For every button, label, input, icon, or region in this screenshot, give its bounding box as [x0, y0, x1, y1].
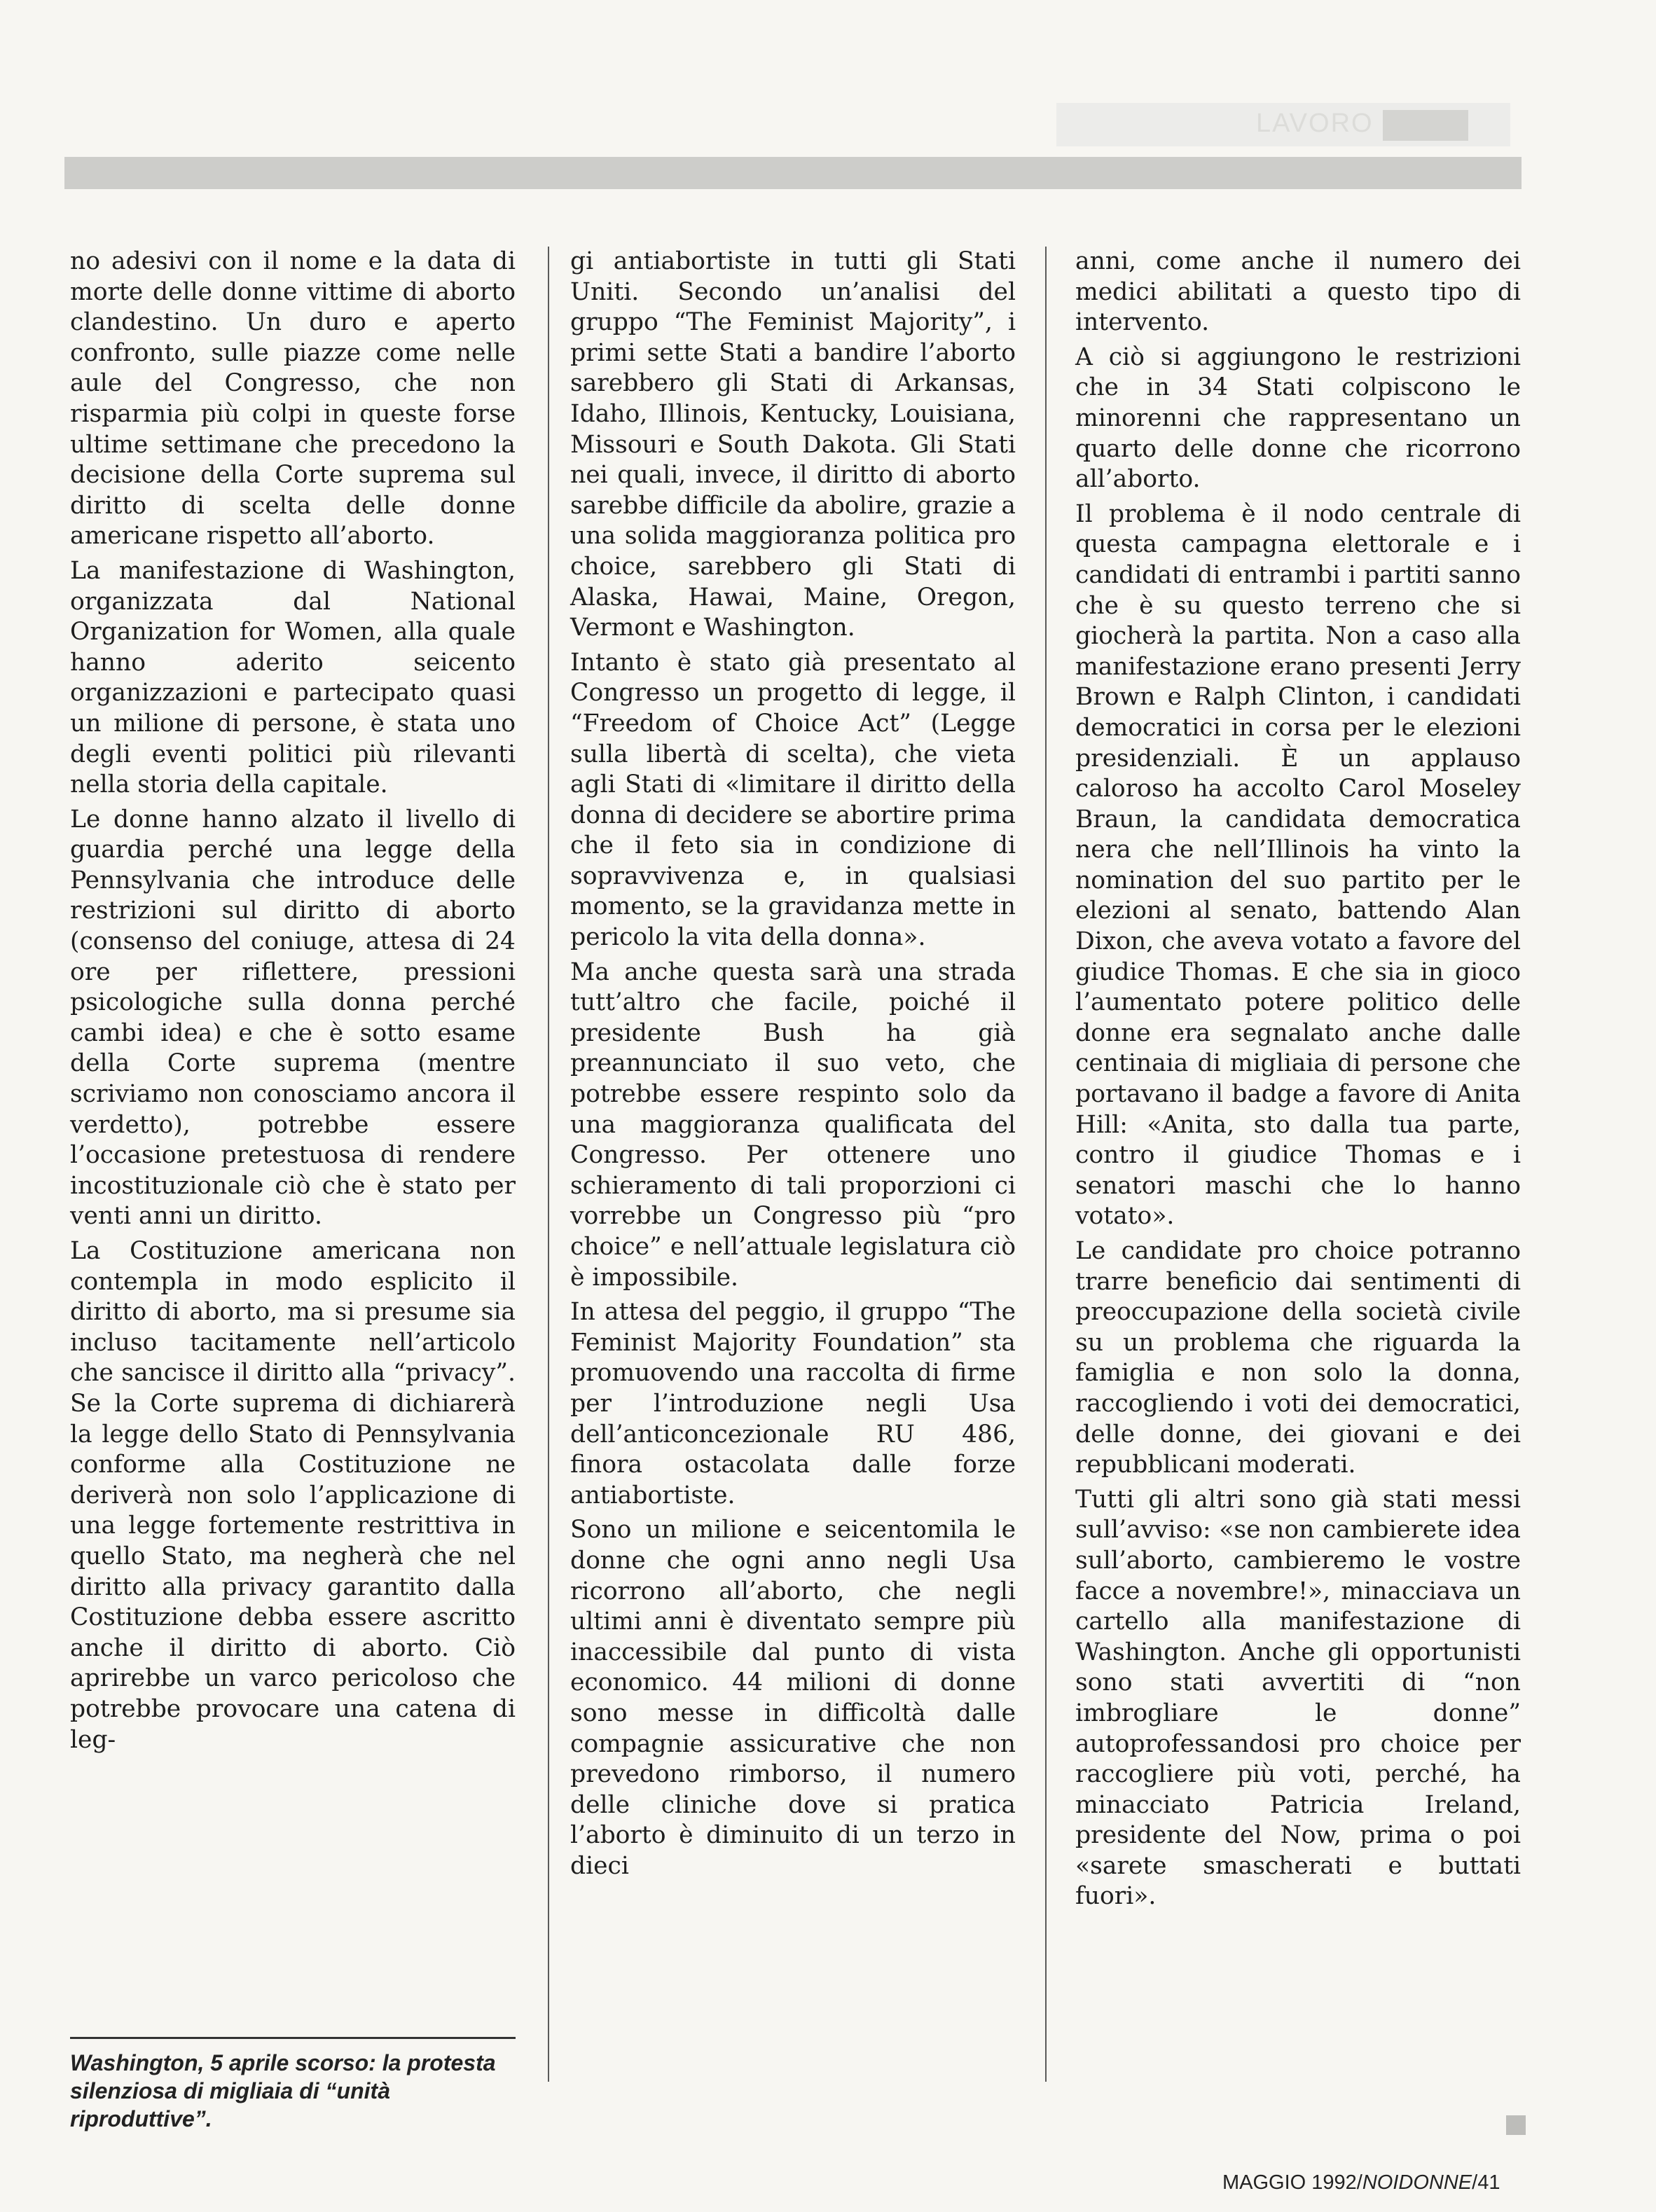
- paragraph: gi antiabortiste in tutti gli Stati Uniti. Secondo un’analisi del gruppo “The Feminist Majority”, i primi sette Stati a bandire l’aborto sarebbero gli Stati di Arkansas, Idaho, Illinois, Kentucky, Louisiana, Missouri e South Dakota. Gli Stati nei quali, invece, il diritto di aborto sarebbe difficile da abolire, grazie a una solida maggioranza politica pro choice, sarebbero gli Stati di Alaska, Hawai, Maine, Oregon, Vermont e Washington.: [570, 247, 1016, 642]
- paragraph: Intanto è stato già presentato al Congresso un progetto di legge, il “Freedom of Choice Act” (Legge sulla libertà di scelta), che vieta agli Stati di «limitare il diritto della donna di decidere se abortire prima che il feto sia in condizione di sopravvivenza e, in qualsiasi momento, se la gravidanza mette in pericolo la vita della donna».: [570, 648, 1016, 952]
- footer-date: MAGGIO 1992/: [1222, 2171, 1362, 2194]
- top-gray-band: [64, 157, 1522, 189]
- paragraph: La manifestazione di Washington, organizzata dal National Organization for Women, alla quale hanno aderito seicento organizzazioni e partecipato quasi un milione di persone, è stata uno degli eventi politici più rilevanti nella storia della capitale.: [70, 556, 516, 799]
- footer-page-number: /41: [1472, 2171, 1500, 2194]
- paragraph: Tutti gli altri sono già stati messi sull’avviso: «se non cambierete idea sull’aborto, cambieremo le vostre facce a novembre!», minacciava un cartello alla manifestazione di Washington. Anche gli opportunisti sono stati avvertiti di “non imbrogliare le donne” autoprofessandosi pro choice per raccogliere più voti, perché, ha minacciato Patricia Ireland, presidente del Now, prima o poi «sarete smascherati e buttati fuori».: [1075, 1485, 1521, 1911]
- column-divider: [1045, 247, 1047, 2082]
- footer-magazine: NOIDONNE: [1362, 2171, 1472, 2194]
- section-header-tab: [1056, 103, 1510, 146]
- article-column-1: [70, 247, 516, 1755]
- photo-caption: Washington, 5 aprile scorso: la protesta silenziosa di migliaia di “unità riproduttive”.: [70, 2050, 496, 2131]
- article-column-3: [1075, 247, 1521, 1912]
- paragraph: In attesa del peggio, il gruppo “The Feminist Majority Foundation” sta promuovendo una raccolta di firme per l’introduzione negli Usa dell’anticoncezionale RU 486, finora ostacolata dalle forze antiabortiste.: [570, 1298, 1016, 1509]
- column-divider: [548, 247, 549, 2082]
- paragraph: anni, come anche il numero dei medici abilitati a questo tipo di intervento.: [1075, 247, 1521, 337]
- paragraph: Le candidate pro choice potranno trarre beneficio dai sentimenti di preoccupazione della società civile su un problema che riguarda la famiglia e non solo la donna, raccogliendo i voti dei democratici, delle donne, dei giovani e dei repubblicani moderati.: [1075, 1237, 1521, 1479]
- page-footer: [1222, 2171, 1500, 2194]
- section-header-block: [1383, 110, 1468, 141]
- article-column-2: [570, 247, 1016, 1881]
- paragraph: Ma anche questa sarà una strada tutt’altro che facile, poiché il presidente Bush ha già preannunciato il suo veto, che potrebbe essere respinto solo da una maggioranza qualificata del Congresso. Per ottenere uno schieramento di tali proporzioni ci vorrebbe un Congresso più “pro choice” e nell’attuale legislatura ciò è impossibile.: [570, 958, 1016, 1292]
- paragraph: no adesivi con il nome e la data di morte delle donne vittime di aborto clandestino. Un duro e aperto confronto, sulle piazze come nelle aule del Congresso, che non risparmia più colpi in queste forse ultime settimane che precedono la decisione della Corte suprema sul diritto di scelta delle donne americane rispetto all’aborto.: [70, 247, 516, 551]
- caption-rule: [70, 2037, 516, 2039]
- paragraph: Il problema è il nodo centrale di questa campagna elettorale e i candidati di entrambi i partiti sanno che è su questo terreno che si giocherà la partita. Non a caso alla manifestazione erano presenti Jerry Brown e Ralph Clinton, i candidati democratici in corsa per le elezioni presidenziali. È un applauso caloroso ha accolto Carol Moseley Braun, la candidata democratica nera che nell’Illinois ha vinto la nomination del suo partito per le elezioni al senato, battendo Alan Dixon, che aveva votato a favore del giudice Thomas. E che sia in gioco l’aumentato potere politico delle donne era segnalato anche dalle centinaia di migliaia di persone che portavano il badge a favore di Anita Hill: «Anita, sto dalla tua parte, contro il giudice Thomas e i senatori maschi che lo hanno votato».: [1075, 499, 1521, 1231]
- end-of-article-mark: [1506, 2115, 1526, 2135]
- paragraph: La Costituzione americana non contempla in modo esplicito il diritto di aborto, ma si presume sia incluso tacitamente nell’articolo che sancisce il diritto alla “privacy”. Se la Corte suprema di dichiarerà la legge dello Stato di Pennsylvania conforme alla Costituzione ne deriverà non solo l’applicazione di una legge fortemente restrittiva in quello Stato, ma negherà che nel diritto alla privacy garantito dalla Costituzione debba essere ascritto anche il diritto di aborto. Ciò aprirebbe un varco pericoloso che potrebbe provocare una catena di leg-: [70, 1237, 516, 1754]
- paragraph: Le donne hanno alzato il livello di guardia perché una legge della Pennsylvania che introduce delle restrizioni sul diritto di aborto (consenso del coniuge, attesa di 24 ore per riflettere, pressioni psicologiche sulla donna perché cambi idea) e che è sotto esame della Corte suprema (mentre scriviamo non conosciamo ancora il verdetto), potrebbe essere l’occasione pretestuosa di rendere incostituzionale ciò che è stato per venti anni un diritto.: [70, 805, 516, 1231]
- section-label: LAVORO: [1256, 109, 1374, 138]
- paragraph: Sono un milione e seicentomila le donne che ogni anno negli Usa ricorrono all’aborto, che negli ultimi anni è diventato sempre più inaccessibile dal punto di vista economico. 44 milioni di donne sono messe in difficoltà dalle compagnie assicurative che non prevedono rimborso, il numero delle cliniche dove si pratica l’aborto è diminuito di un terzo in dieci: [570, 1516, 1016, 1880]
- paragraph: A ciò si aggiungono le restrizioni che in 34 Stati colpiscono le minorenni che rappresentano un quarto delle donne che ricorrono all’aborto.: [1075, 343, 1521, 494]
